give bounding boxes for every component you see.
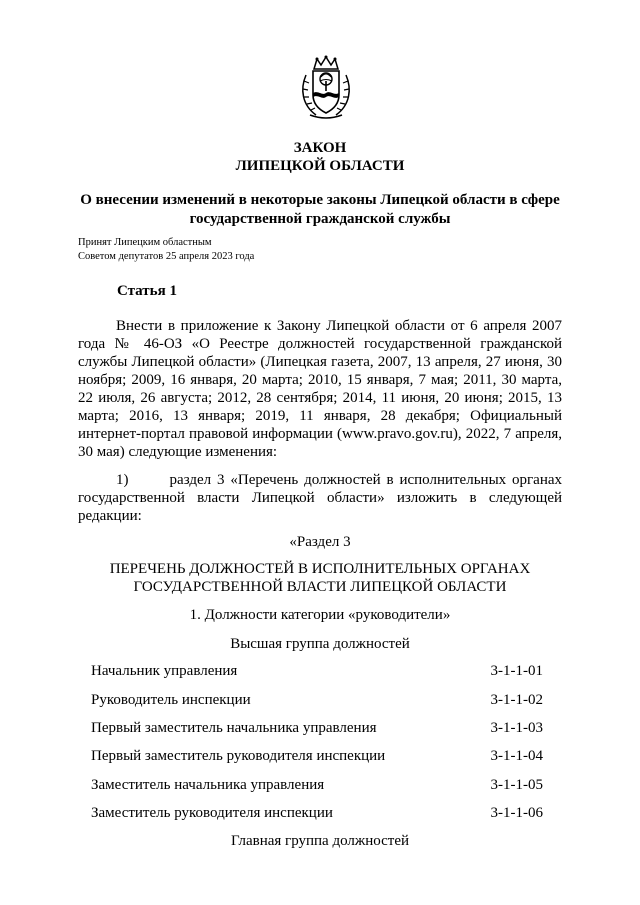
adoption-note <box>78 236 254 264</box>
position-row <box>91 748 543 766</box>
position-name: Первый заместитель руководителя инспекции <box>91 748 386 764</box>
position-name: Начальник управления <box>91 663 238 679</box>
position-name: Заместитель начальника управления <box>91 777 325 793</box>
position-name: Первый заместитель начальника управления <box>91 720 377 736</box>
group-heading-high: Высшая группа должностей <box>230 636 410 652</box>
position-code: 3-1-1-04 <box>490 748 543 764</box>
article-heading: Статья 1 <box>117 283 177 299</box>
position-row <box>91 663 543 681</box>
position-code: 3-1-1-03 <box>490 720 543 736</box>
coat-of-arms-icon <box>300 55 352 121</box>
section-heading <box>0 560 640 596</box>
section-label: «Раздел 3 <box>289 534 351 550</box>
group-heading-main: Главная группа должностей <box>230 833 410 849</box>
article-paragraph <box>78 317 562 461</box>
article-item-1 <box>78 471 562 525</box>
position-row <box>91 805 543 823</box>
position-code: 3-1-1-05 <box>490 777 543 793</box>
law-title-line2: ЛИПЕЦКОЙ ОБЛАСТИ <box>235 158 405 174</box>
item-text: раздел 3 «Перечень должностей в исполнительных органах государственной власти Липецкой области» изложить в следующей редакции: <box>78 472 563 524</box>
article-paragraph-text: Внести в приложение к Закону Липецкой области от 6 апреля 2007 года № 46-ОЗ «О Реестре должностей государственной гражданской службы Липецкой области» (Липецкая газета, 2007, 13 апреля, 27 июня, 30 ноября; 2009, 16 января, 20 марта; 2010, 15 января, 7 мая; 2011, 30 марта, 22 июля, 26 августа; 2012, 28 сентября; 2014, 11 июня, 20 июня; 2015, 13 марта; 2016, 13 января; 2019, 11 января, 28 декабря; Официальный интернет-портал правовой информации (www.pravo.gov.ru), 2022, 7 апреля, 30 мая) следующие изменения: <box>78 318 562 460</box>
section-heading-line1: ПЕРЕЧЕНЬ ДОЛЖНОСТЕЙ В ИСПОЛНИТЕЛЬНЫХ ОРГАНАХ <box>109 561 531 577</box>
law-title-line1: ЗАКОН <box>293 140 347 156</box>
adoption-note-line2: Советом депутатов 25 апреля 2023 года <box>78 251 255 262</box>
position-name: Заместитель руководителя инспекции <box>91 805 333 821</box>
position-row <box>91 720 543 738</box>
position-row <box>91 777 543 795</box>
position-code: 3-1-1-02 <box>490 692 543 708</box>
position-name: Руководитель инспекции <box>91 692 251 708</box>
item-number: 1) <box>116 472 129 488</box>
law-subtitle: О внесении изменений в некоторые законы Липецкой области в сфере государственной гражданской службы <box>80 192 560 227</box>
position-code: 3-1-1-06 <box>490 805 543 821</box>
adoption-note-line1: Принят Липецким областным <box>78 237 212 248</box>
position-row <box>91 692 543 710</box>
category-heading: 1. Должности категории «руководители» <box>189 607 451 623</box>
section-heading-line2: ГОСУДАРСТВЕННОЙ ВЛАСТИ ЛИПЕЦКОЙ ОБЛАСТИ <box>133 579 507 595</box>
position-code: 3-1-1-01 <box>490 663 543 679</box>
